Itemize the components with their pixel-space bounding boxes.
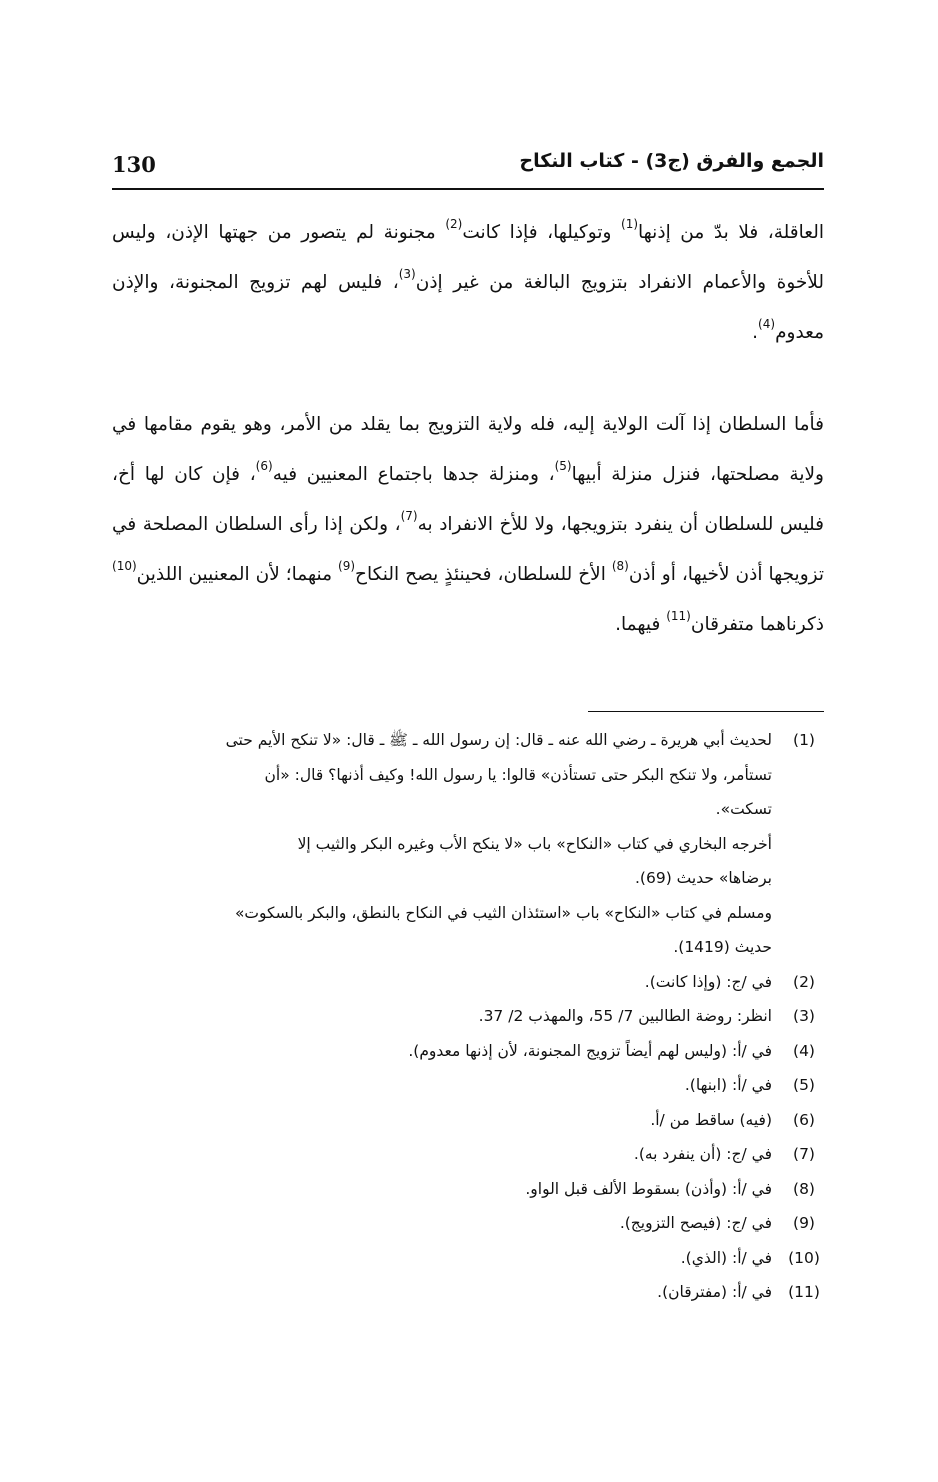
header-rule [112, 188, 824, 190]
paragraph-text: مجنونة لم يتصور من جهتها الإذن، وليس للأخوة والأعمام الانفراد بتزويج البالغة من غير إذن [112, 222, 824, 293]
paragraph-text: ، ولكن إذا رأى السلطان المصلحة في تزويجها أذن لأخيها، أو أذن [112, 514, 824, 585]
footnote-separator [588, 711, 824, 712]
paragraph-text: ، ومنزلة جدها باجتماع المعنيين فيه [272, 464, 555, 485]
footnote-number: (10) [788, 1248, 820, 1267]
footnote-item [112, 1103, 824, 1138]
footnotes [112, 723, 824, 1310]
footnote-number: (4) [793, 1041, 815, 1060]
paragraph-text: فأما السلطان إذا آلت الولاية إليه، فله ولاية التزويج بما يقلد من الأمر، وهو يقوم مقامها في ولاية مصلحتها، فنزل منزلة أبيها [112, 414, 824, 485]
paragraph-text: وتوكيلها، فإذا كانت [462, 222, 621, 243]
footnote-number: (9) [793, 1214, 815, 1232]
footnote-number: (2) [793, 972, 815, 991]
footnote-item [112, 1034, 824, 1069]
paragraph-text: ذكرناهما متفرقان [690, 614, 824, 635]
footnote-marker[interactable]: (7) [400, 508, 418, 523]
paragraph-text: ، فليس لهم تزويج المجنونة، والإذن معدوم [112, 272, 824, 343]
footnote-number: (3) [793, 1007, 815, 1025]
footnote-text-line: في /أ: (ابنها). [684, 1076, 772, 1094]
footnote-text-line: لحديث أبي هريرة ـ رضي الله عنه ـ قال: إن رسول الله ـ ﷺ ـ قال: «لا تنكح الأيم حتى [225, 731, 772, 749]
footnote-text-line: (فيه) ساقط من /أ. [650, 1110, 772, 1129]
footnote-text-line: ومسلم في كتاب «النكاح» باب «استئذان الثيب في النكاح بالنطق، والبكر بالسكوت» [234, 903, 772, 922]
footnote-number: (7) [793, 1145, 815, 1163]
footnote-text-line: تستأمر، ولا تنكح البكر حتى تستأذن» قالوا: يا رسول الله! وكيف أذنها؟ قال: «أن [264, 765, 772, 784]
footnote-marker[interactable]: (4) [758, 316, 776, 331]
paragraph-text: منهما؛ لأن المعنيين اللذين [136, 564, 338, 585]
footnote-item [112, 1241, 824, 1276]
running-title: الجمع والفرق (ج3) - كتاب النكاح [519, 150, 824, 172]
footnote-marker[interactable]: (2) [445, 216, 463, 231]
page-header [112, 146, 824, 190]
paragraph-text: . [752, 322, 759, 343]
footnote-marker[interactable]: (5) [554, 458, 572, 473]
footnote-marker[interactable]: (1) [621, 216, 639, 231]
footnote-number: (11) [788, 1283, 820, 1301]
footnote-item [112, 999, 824, 1034]
footnote-text-line: في /ج: (وإذا كانت). [644, 972, 772, 991]
footnote-marker[interactable]: (6) [255, 458, 273, 473]
footnote-item [112, 1068, 824, 1103]
footnote-marker[interactable]: (3) [398, 266, 416, 281]
footnote-item [112, 965, 824, 1000]
footnote-text-line: برضاها» حديث (69). [634, 869, 772, 887]
body-paragraph-1 [112, 208, 824, 358]
footnote-marker[interactable]: (11) [666, 608, 691, 623]
footnote-item [112, 1172, 824, 1207]
footnote-text-line: في /ج: (فيصح التزويج). [619, 1214, 772, 1232]
paragraph-text: الأخ للسلطان، فحينئذٍ يصح النكاح [355, 564, 612, 585]
footnote-number: (8) [793, 1179, 815, 1198]
paragraph-text: ، فإن كان لها أخ، فليس للسلطان أن ينفرد بتزويجها، ولا للأخ الانفراد به [112, 464, 824, 535]
footnote-text-line: أخرجه البخاري في كتاب «النكاح» باب «لا ينكح الأب وغيره البكر والثيب إلا [297, 834, 772, 853]
footnote-item [112, 1275, 824, 1310]
footnote-text-line: انظر: روضة الطالبين 7/ 55، والمهذب 2/ 37. [478, 1007, 772, 1025]
footnote-marker[interactable]: (10) [112, 558, 137, 573]
footnote-text-line: في /أ: (وأذن) بسقوط الألف قبل الواو. [525, 1179, 772, 1198]
paragraph-text: فيهما. [615, 614, 667, 635]
footnote-text-line: في /ج: (أن ينفرد به). [633, 1145, 772, 1163]
page-number: 130 [112, 152, 156, 177]
footnote-item [112, 723, 824, 965]
footnote-marker[interactable]: (8) [611, 558, 629, 573]
footnote-marker[interactable]: (9) [338, 558, 356, 573]
footnote-number: (5) [793, 1076, 815, 1094]
footnote-number: (1) [793, 731, 815, 749]
footnote-item [112, 1206, 824, 1241]
footnote-number: (6) [793, 1110, 815, 1129]
footnote-text-line: في /أ: (وليس لهم أيضاً تزويج المجنونة، لأن إذنها معدوم). [408, 1041, 772, 1060]
body-paragraph-2 [112, 400, 824, 650]
paragraph-text: العاقلة، فلا بدّ من إذنها [638, 222, 824, 243]
footnote-text-line: في /أ: (مفترقان). [657, 1283, 772, 1301]
footnote-text-line: تسكت». [715, 800, 772, 818]
footnote-item [112, 1137, 824, 1172]
footnote-text-line: حديث (1419). [673, 938, 772, 956]
footnote-text-line: في /أ: (الذي). [680, 1248, 772, 1267]
